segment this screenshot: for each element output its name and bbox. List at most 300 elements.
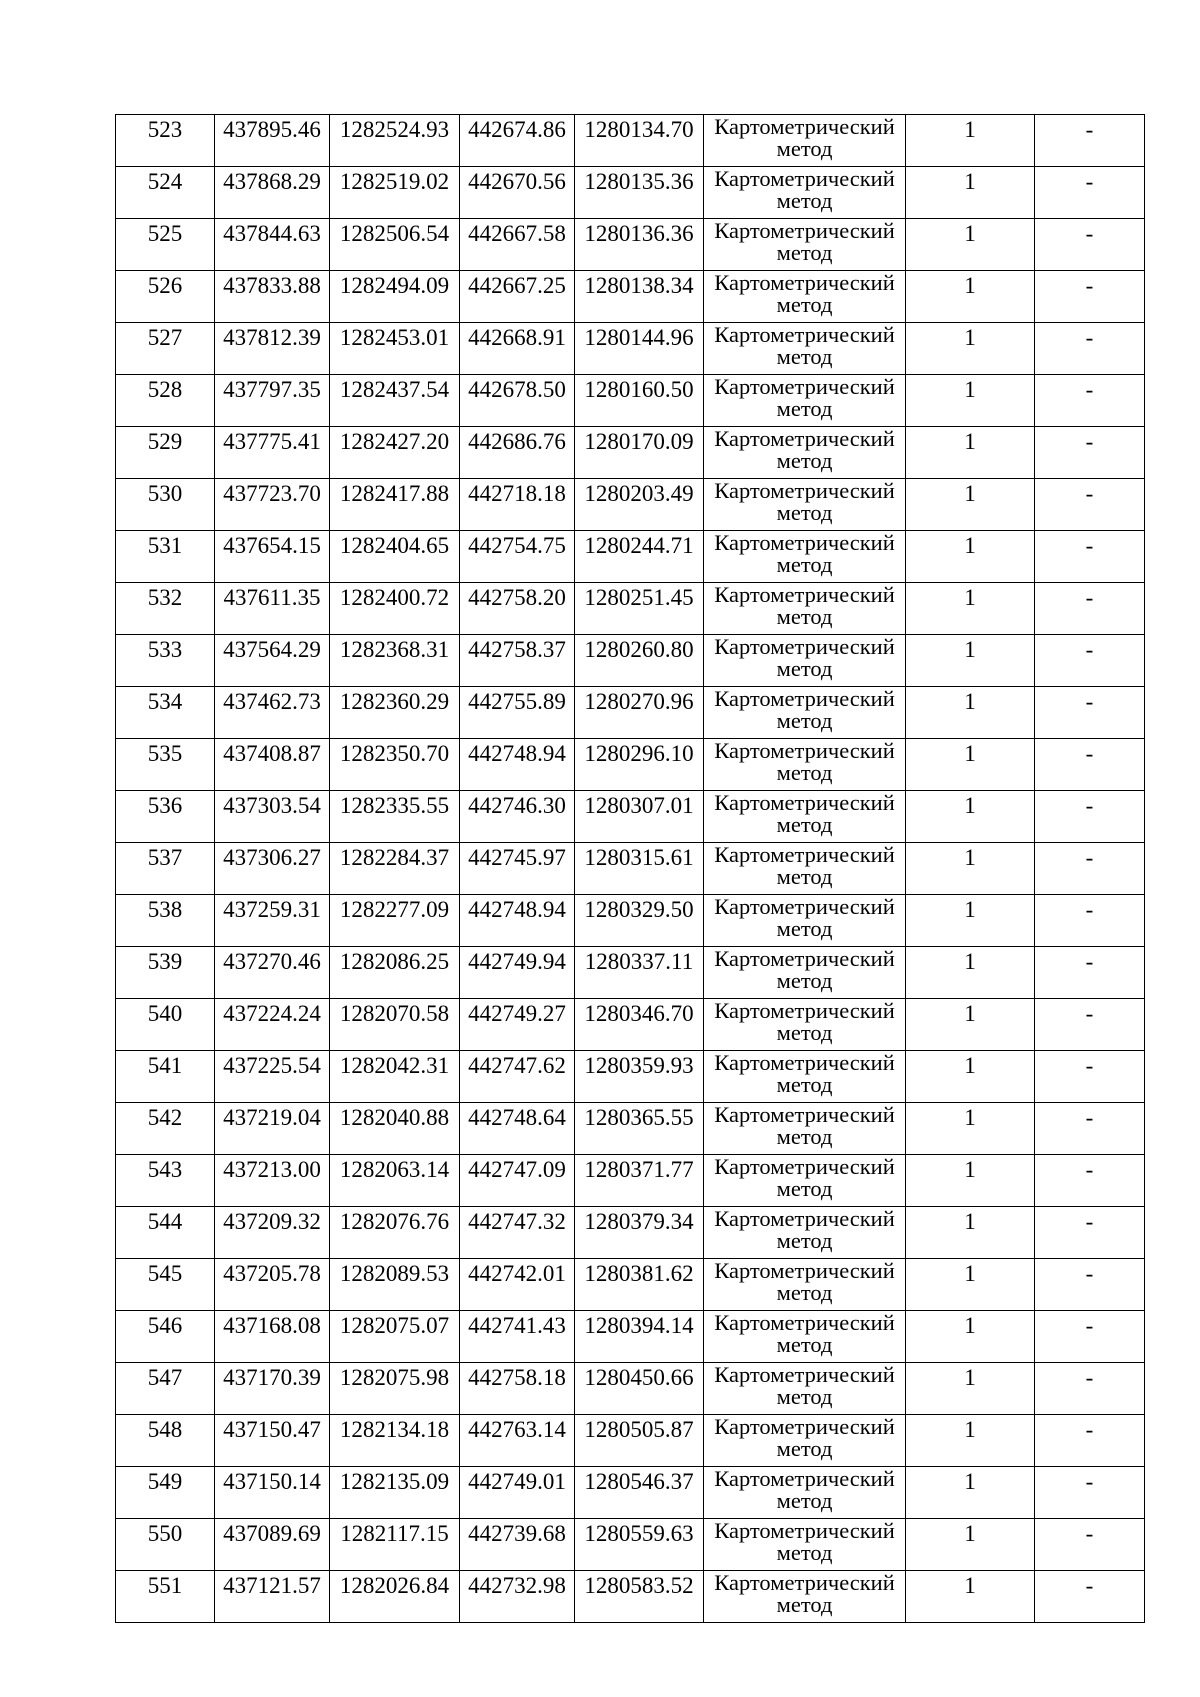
method-line-2: метод	[776, 1436, 833, 1461]
method-cell	[704, 219, 906, 271]
dash-cell: -	[1035, 843, 1145, 895]
table-row	[116, 947, 1145, 999]
x-coordinate-cell: 437306.27	[215, 843, 330, 895]
accuracy-cell: 1	[906, 323, 1035, 375]
point-number-cell: 537	[116, 843, 215, 895]
y2-coordinate-cell: 1280371.77	[575, 1155, 704, 1207]
method-cell	[704, 479, 906, 531]
method-cell	[704, 843, 906, 895]
x-coordinate-cell: 437150.47	[215, 1415, 330, 1467]
x-coordinate-cell: 437213.00	[215, 1155, 330, 1207]
table-row	[116, 843, 1145, 895]
point-number-cell: 551	[116, 1571, 215, 1623]
point-number-cell: 542	[116, 1103, 215, 1155]
accuracy-cell: 1	[906, 271, 1035, 323]
x2-coordinate-cell: 442749.27	[460, 999, 575, 1051]
x-coordinate-cell: 437462.73	[215, 687, 330, 739]
dash-cell: -	[1035, 479, 1145, 531]
coordinates-table	[115, 114, 1145, 1623]
method-cell	[704, 427, 906, 479]
y2-coordinate-cell: 1280505.87	[575, 1415, 704, 1467]
method-cell	[704, 1415, 906, 1467]
table-row	[116, 687, 1145, 739]
point-number-cell: 532	[116, 583, 215, 635]
point-number-cell: 526	[116, 271, 215, 323]
method-line-1: Картометрический	[714, 114, 895, 139]
dash-cell: -	[1035, 1363, 1145, 1415]
point-number-cell: 527	[116, 323, 215, 375]
table-row	[116, 1155, 1145, 1207]
x-coordinate-cell: 437611.35	[215, 583, 330, 635]
x-coordinate-cell: 437270.46	[215, 947, 330, 999]
method-cell	[704, 739, 906, 791]
method-line-2: метод	[776, 1176, 833, 1201]
x-coordinate-cell: 437564.29	[215, 635, 330, 687]
method-line-2: метод	[776, 604, 833, 629]
x2-coordinate-cell: 442678.50	[460, 375, 575, 427]
x-coordinate-cell: 437797.35	[215, 375, 330, 427]
method-line-2: метод	[776, 1332, 833, 1357]
method-line-2: метод	[776, 656, 833, 681]
table-row	[116, 167, 1145, 219]
method-line-2: метод	[776, 1384, 833, 1409]
point-number-cell: 523	[116, 115, 215, 167]
accuracy-cell: 1	[906, 1415, 1035, 1467]
point-number-cell: 544	[116, 1207, 215, 1259]
y-coordinate-cell: 1282134.18	[330, 1415, 460, 1467]
dash-cell: -	[1035, 1259, 1145, 1311]
y2-coordinate-cell: 1280270.96	[575, 687, 704, 739]
accuracy-cell: 1	[906, 1519, 1035, 1571]
dash-cell: -	[1035, 1519, 1145, 1571]
table-row	[116, 739, 1145, 791]
dash-cell: -	[1035, 739, 1145, 791]
x2-coordinate-cell: 442758.20	[460, 583, 575, 635]
y-coordinate-cell: 1282404.65	[330, 531, 460, 583]
dash-cell: -	[1035, 947, 1145, 999]
table-row	[116, 323, 1145, 375]
dash-cell: -	[1035, 1311, 1145, 1363]
table-row	[116, 479, 1145, 531]
method-line-2: метод	[776, 240, 833, 265]
method-line-1: Картометрический	[714, 1102, 895, 1127]
x-coordinate-cell: 437654.15	[215, 531, 330, 583]
y-coordinate-cell: 1282350.70	[330, 739, 460, 791]
x2-coordinate-cell: 442748.94	[460, 739, 575, 791]
point-number-cell: 540	[116, 999, 215, 1051]
table-row	[116, 1519, 1145, 1571]
y2-coordinate-cell: 1280394.14	[575, 1311, 704, 1363]
point-number-cell: 536	[116, 791, 215, 843]
method-line-1: Картометрический	[714, 374, 895, 399]
y2-coordinate-cell: 1280244.71	[575, 531, 704, 583]
dash-cell: -	[1035, 895, 1145, 947]
dash-cell: -	[1035, 999, 1145, 1051]
point-number-cell: 548	[116, 1415, 215, 1467]
point-number-cell: 543	[116, 1155, 215, 1207]
method-line-1: Картометрический	[714, 1258, 895, 1283]
table-row	[116, 219, 1145, 271]
dash-cell: -	[1035, 1103, 1145, 1155]
y-coordinate-cell: 1282427.20	[330, 427, 460, 479]
point-number-cell: 539	[116, 947, 215, 999]
dash-cell: -	[1035, 271, 1145, 323]
x2-coordinate-cell: 442667.25	[460, 271, 575, 323]
y-coordinate-cell: 1282070.58	[330, 999, 460, 1051]
x2-coordinate-cell: 442758.37	[460, 635, 575, 687]
accuracy-cell: 1	[906, 167, 1035, 219]
method-cell	[704, 375, 906, 427]
dash-cell: -	[1035, 219, 1145, 271]
table-row	[116, 1571, 1145, 1623]
method-line-1: Картометрический	[714, 1362, 895, 1387]
x-coordinate-cell: 437844.63	[215, 219, 330, 271]
dash-cell: -	[1035, 323, 1145, 375]
method-line-1: Картометрический	[714, 1466, 895, 1491]
x-coordinate-cell: 437812.39	[215, 323, 330, 375]
accuracy-cell: 1	[906, 1571, 1035, 1623]
table-row	[116, 1415, 1145, 1467]
method-line-1: Картометрический	[714, 1154, 895, 1179]
y-coordinate-cell: 1282076.76	[330, 1207, 460, 1259]
x2-coordinate-cell: 442758.18	[460, 1363, 575, 1415]
table-row	[116, 1259, 1145, 1311]
method-line-1: Картометрический	[714, 634, 895, 659]
x2-coordinate-cell: 442670.56	[460, 167, 575, 219]
accuracy-cell: 1	[906, 791, 1035, 843]
x2-coordinate-cell: 442747.32	[460, 1207, 575, 1259]
method-cell	[704, 1051, 906, 1103]
accuracy-cell: 1	[906, 947, 1035, 999]
method-cell	[704, 271, 906, 323]
y-coordinate-cell: 1282335.55	[330, 791, 460, 843]
accuracy-cell: 1	[906, 1467, 1035, 1519]
method-cell	[704, 999, 906, 1051]
method-line-1: Картометрический	[714, 582, 895, 607]
method-line-1: Картометрический	[714, 530, 895, 555]
method-line-2: метод	[776, 344, 833, 369]
x-coordinate-cell: 437775.41	[215, 427, 330, 479]
point-number-cell: 546	[116, 1311, 215, 1363]
y2-coordinate-cell: 1280329.50	[575, 895, 704, 947]
method-line-2: метод	[776, 188, 833, 213]
dash-cell: -	[1035, 1207, 1145, 1259]
method-line-2: метод	[776, 708, 833, 733]
point-number-cell: 534	[116, 687, 215, 739]
x-coordinate-cell: 437224.24	[215, 999, 330, 1051]
y2-coordinate-cell: 1280203.49	[575, 479, 704, 531]
x-coordinate-cell: 437868.29	[215, 167, 330, 219]
y-coordinate-cell: 1282437.54	[330, 375, 460, 427]
accuracy-cell: 1	[906, 427, 1035, 479]
y-coordinate-cell: 1282417.88	[330, 479, 460, 531]
point-number-cell: 529	[116, 427, 215, 479]
method-line-1: Картометрический	[714, 946, 895, 971]
x-coordinate-cell: 437833.88	[215, 271, 330, 323]
y2-coordinate-cell: 1280546.37	[575, 1467, 704, 1519]
y2-coordinate-cell: 1280160.50	[575, 375, 704, 427]
point-number-cell: 531	[116, 531, 215, 583]
y-coordinate-cell: 1282075.98	[330, 1363, 460, 1415]
method-cell	[704, 1103, 906, 1155]
x2-coordinate-cell: 442686.76	[460, 427, 575, 479]
method-cell	[704, 1207, 906, 1259]
method-line-2: метод	[776, 500, 833, 525]
y2-coordinate-cell: 1280144.96	[575, 323, 704, 375]
point-number-cell: 541	[116, 1051, 215, 1103]
method-line-1: Картометрический	[714, 1050, 895, 1075]
x2-coordinate-cell: 442746.30	[460, 791, 575, 843]
method-line-1: Картометрический	[714, 894, 895, 919]
point-number-cell: 525	[116, 219, 215, 271]
x2-coordinate-cell: 442742.01	[460, 1259, 575, 1311]
method-line-1: Картометрический	[714, 1206, 895, 1231]
y-coordinate-cell: 1282040.88	[330, 1103, 460, 1155]
table-row	[116, 791, 1145, 843]
method-cell	[704, 115, 906, 167]
y2-coordinate-cell: 1280559.63	[575, 1519, 704, 1571]
y2-coordinate-cell: 1280135.36	[575, 167, 704, 219]
y2-coordinate-cell: 1280134.70	[575, 115, 704, 167]
dash-cell: -	[1035, 1467, 1145, 1519]
accuracy-cell: 1	[906, 843, 1035, 895]
x2-coordinate-cell: 442739.68	[460, 1519, 575, 1571]
accuracy-cell: 1	[906, 583, 1035, 635]
x2-coordinate-cell: 442741.43	[460, 1311, 575, 1363]
y-coordinate-cell: 1282524.93	[330, 115, 460, 167]
y-coordinate-cell: 1282089.53	[330, 1259, 460, 1311]
dash-cell: -	[1035, 635, 1145, 687]
dash-cell: -	[1035, 583, 1145, 635]
accuracy-cell: 1	[906, 1103, 1035, 1155]
accuracy-cell: 1	[906, 999, 1035, 1051]
dash-cell: -	[1035, 375, 1145, 427]
table-row	[116, 271, 1145, 323]
method-line-1: Картометрический	[714, 842, 895, 867]
method-cell	[704, 167, 906, 219]
accuracy-cell: 1	[906, 1051, 1035, 1103]
y2-coordinate-cell: 1280136.36	[575, 219, 704, 271]
table-body	[116, 115, 1145, 1623]
y2-coordinate-cell: 1280359.93	[575, 1051, 704, 1103]
x2-coordinate-cell: 442754.75	[460, 531, 575, 583]
x-coordinate-cell: 437303.54	[215, 791, 330, 843]
y2-coordinate-cell: 1280315.61	[575, 843, 704, 895]
accuracy-cell: 1	[906, 1363, 1035, 1415]
y2-coordinate-cell: 1280381.62	[575, 1259, 704, 1311]
dash-cell: -	[1035, 167, 1145, 219]
method-line-2: метод	[776, 812, 833, 837]
x2-coordinate-cell: 442749.01	[460, 1467, 575, 1519]
point-number-cell: 547	[116, 1363, 215, 1415]
accuracy-cell: 1	[906, 687, 1035, 739]
method-line-2: метод	[776, 760, 833, 785]
table-row	[116, 1207, 1145, 1259]
table-row	[116, 375, 1145, 427]
accuracy-cell: 1	[906, 1207, 1035, 1259]
method-line-2: метод	[776, 968, 833, 993]
y2-coordinate-cell: 1280260.80	[575, 635, 704, 687]
table-row	[116, 895, 1145, 947]
table-row	[116, 1103, 1145, 1155]
method-cell	[704, 323, 906, 375]
table-row	[116, 427, 1145, 479]
y-coordinate-cell: 1282284.37	[330, 843, 460, 895]
method-cell	[704, 1571, 906, 1623]
y-coordinate-cell: 1282519.02	[330, 167, 460, 219]
y-coordinate-cell: 1282063.14	[330, 1155, 460, 1207]
method-line-1: Картометрический	[714, 478, 895, 503]
method-cell	[704, 1519, 906, 1571]
y-coordinate-cell: 1282075.07	[330, 1311, 460, 1363]
y2-coordinate-cell: 1280307.01	[575, 791, 704, 843]
x-coordinate-cell: 437209.32	[215, 1207, 330, 1259]
method-line-1: Картометрический	[714, 686, 895, 711]
method-line-2: метод	[776, 136, 833, 161]
dash-cell: -	[1035, 1415, 1145, 1467]
method-line-1: Картометрический	[714, 1570, 895, 1595]
method-line-2: метод	[776, 1124, 833, 1149]
method-line-1: Картометрический	[714, 738, 895, 763]
y-coordinate-cell: 1282368.31	[330, 635, 460, 687]
method-line-1: Картометрический	[714, 1310, 895, 1335]
point-number-cell: 535	[116, 739, 215, 791]
method-line-1: Картометрический	[714, 426, 895, 451]
y-coordinate-cell: 1282453.01	[330, 323, 460, 375]
x-coordinate-cell: 437089.69	[215, 1519, 330, 1571]
x2-coordinate-cell: 442748.64	[460, 1103, 575, 1155]
x-coordinate-cell: 437170.39	[215, 1363, 330, 1415]
table-row	[116, 999, 1145, 1051]
table-row	[116, 1363, 1145, 1415]
y-coordinate-cell: 1282277.09	[330, 895, 460, 947]
x2-coordinate-cell: 442748.94	[460, 895, 575, 947]
accuracy-cell: 1	[906, 739, 1035, 791]
x2-coordinate-cell: 442674.86	[460, 115, 575, 167]
dash-cell: -	[1035, 115, 1145, 167]
y-coordinate-cell: 1282360.29	[330, 687, 460, 739]
method-line-1: Картометрический	[714, 1414, 895, 1439]
y2-coordinate-cell: 1280138.34	[575, 271, 704, 323]
point-number-cell: 533	[116, 635, 215, 687]
method-cell	[704, 895, 906, 947]
method-line-2: метод	[776, 1020, 833, 1045]
method-cell	[704, 635, 906, 687]
x-coordinate-cell: 437150.14	[215, 1467, 330, 1519]
x-coordinate-cell: 437225.54	[215, 1051, 330, 1103]
accuracy-cell: 1	[906, 1311, 1035, 1363]
accuracy-cell: 1	[906, 375, 1035, 427]
method-cell	[704, 791, 906, 843]
method-line-2: метод	[776, 1488, 833, 1513]
x2-coordinate-cell: 442749.94	[460, 947, 575, 999]
method-line-1: Картометрический	[714, 270, 895, 295]
x2-coordinate-cell: 442755.89	[460, 687, 575, 739]
dash-cell: -	[1035, 531, 1145, 583]
table-row	[116, 531, 1145, 583]
point-number-cell: 528	[116, 375, 215, 427]
point-number-cell: 524	[116, 167, 215, 219]
x-coordinate-cell: 437259.31	[215, 895, 330, 947]
method-line-2: метод	[776, 552, 833, 577]
x-coordinate-cell: 437205.78	[215, 1259, 330, 1311]
table-row	[116, 115, 1145, 167]
accuracy-cell: 1	[906, 219, 1035, 271]
table-row	[116, 1311, 1145, 1363]
y-coordinate-cell: 1282400.72	[330, 583, 460, 635]
method-cell	[704, 583, 906, 635]
x2-coordinate-cell: 442747.62	[460, 1051, 575, 1103]
y-coordinate-cell: 1282494.09	[330, 271, 460, 323]
method-line-1: Картометрический	[714, 790, 895, 815]
method-line-1: Картометрический	[714, 322, 895, 347]
x2-coordinate-cell: 442732.98	[460, 1571, 575, 1623]
point-number-cell: 530	[116, 479, 215, 531]
method-line-2: метод	[776, 396, 833, 421]
y2-coordinate-cell: 1280583.52	[575, 1571, 704, 1623]
table-row	[116, 1467, 1145, 1519]
accuracy-cell: 1	[906, 1259, 1035, 1311]
dash-cell: -	[1035, 1155, 1145, 1207]
x-coordinate-cell: 437408.87	[215, 739, 330, 791]
method-line-2: метод	[776, 916, 833, 941]
x2-coordinate-cell: 442667.58	[460, 219, 575, 271]
dash-cell: -	[1035, 427, 1145, 479]
method-line-1: Картометрический	[714, 1518, 895, 1543]
x2-coordinate-cell: 442747.09	[460, 1155, 575, 1207]
method-line-2: метод	[776, 864, 833, 889]
dash-cell: -	[1035, 687, 1145, 739]
x-coordinate-cell: 437121.57	[215, 1571, 330, 1623]
point-number-cell: 550	[116, 1519, 215, 1571]
accuracy-cell: 1	[906, 115, 1035, 167]
y2-coordinate-cell: 1280346.70	[575, 999, 704, 1051]
method-cell	[704, 1259, 906, 1311]
method-line-1: Картометрический	[714, 998, 895, 1023]
y2-coordinate-cell: 1280170.09	[575, 427, 704, 479]
table-row	[116, 583, 1145, 635]
x2-coordinate-cell: 442763.14	[460, 1415, 575, 1467]
x-coordinate-cell: 437723.70	[215, 479, 330, 531]
method-line-2: метод	[776, 1228, 833, 1253]
x-coordinate-cell: 437219.04	[215, 1103, 330, 1155]
y2-coordinate-cell: 1280365.55	[575, 1103, 704, 1155]
table-row	[116, 1051, 1145, 1103]
method-cell	[704, 1467, 906, 1519]
y2-coordinate-cell: 1280296.10	[575, 739, 704, 791]
method-line-2: метод	[776, 292, 833, 317]
accuracy-cell: 1	[906, 1155, 1035, 1207]
method-cell	[704, 687, 906, 739]
dash-cell: -	[1035, 1051, 1145, 1103]
method-line-2: метод	[776, 1280, 833, 1305]
method-cell	[704, 531, 906, 583]
dash-cell: -	[1035, 1571, 1145, 1623]
point-number-cell: 549	[116, 1467, 215, 1519]
method-cell	[704, 947, 906, 999]
point-number-cell: 545	[116, 1259, 215, 1311]
y-coordinate-cell: 1282135.09	[330, 1467, 460, 1519]
method-cell	[704, 1155, 906, 1207]
method-line-1: Картометрический	[714, 218, 895, 243]
x-coordinate-cell: 437168.08	[215, 1311, 330, 1363]
x2-coordinate-cell: 442745.97	[460, 843, 575, 895]
method-line-2: метод	[776, 1072, 833, 1097]
y-coordinate-cell: 1282086.25	[330, 947, 460, 999]
table-row	[116, 635, 1145, 687]
accuracy-cell: 1	[906, 635, 1035, 687]
point-number-cell: 538	[116, 895, 215, 947]
